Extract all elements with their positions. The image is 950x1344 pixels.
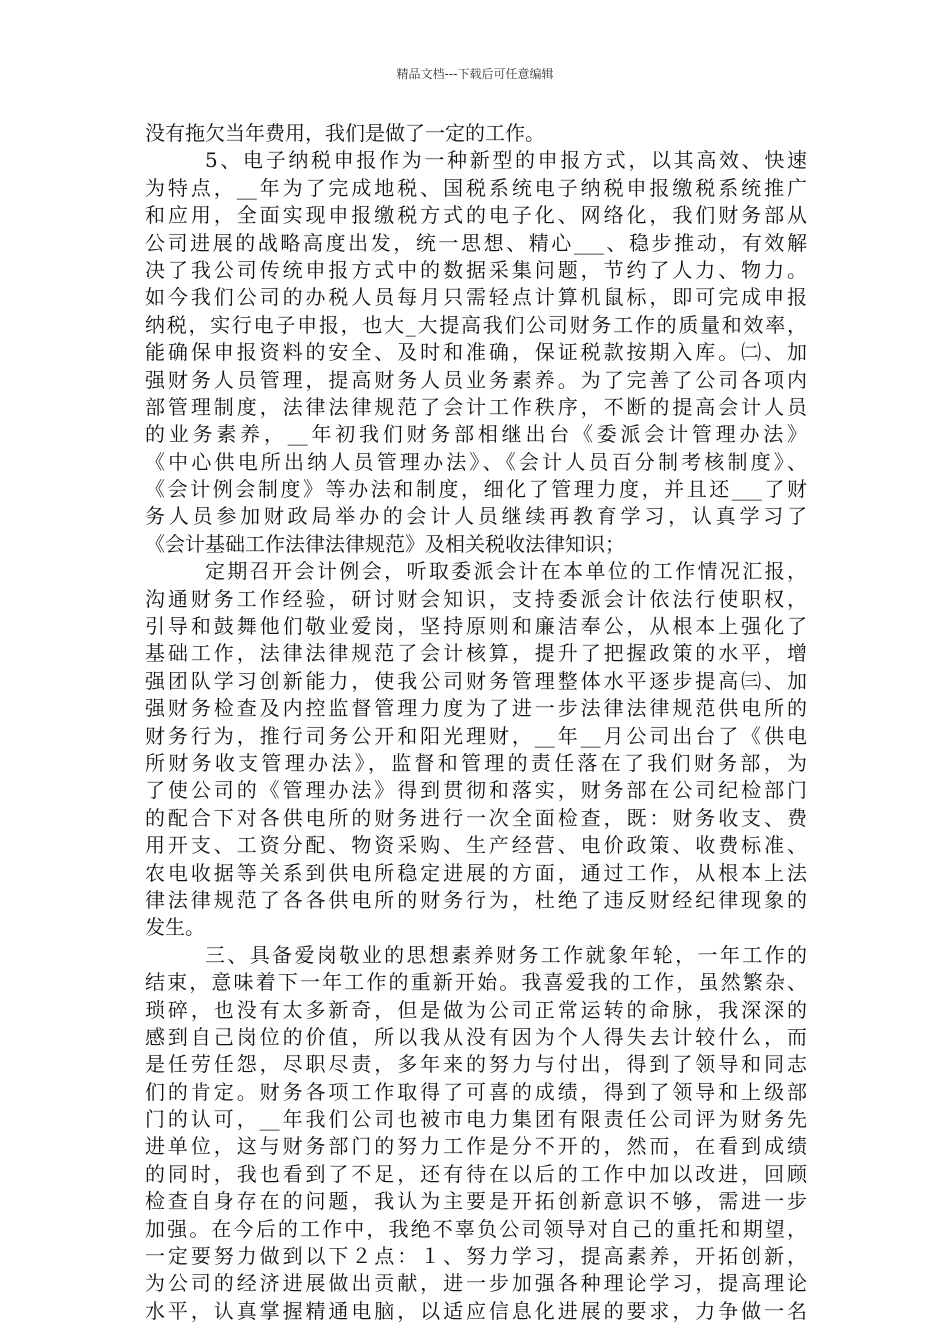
text-line: 强团队学习创新能力，使我公司财务管理整体水平逐步提高㈢、加 [145,668,807,693]
text-line: 感到自己岗位的价值，所以我从没有因为个人得失去计较什么，而 [145,1024,807,1049]
text-line: 结束，意味着下一年工作的重新开始。我喜爱我的工作，虽然繁杂、 [145,970,807,995]
text-line: 的配合下对各供电所的财务进行一次全面检查，既：财务收支、费 [145,805,807,830]
text-line: 决了我公司传统申报方式中的数据采集问题，节约了人力、物力。 [145,257,807,282]
text-line: 律法律规范了各各供电所的财务行为，杜绝了违反财经纪律现象的 [145,887,807,912]
text-line: 了使公司的《管理办法》得到贯彻和落实，财务部在公司纪检部门 [145,778,807,803]
text-line: 强财务人员管理，提高财务人员业务素养。为了完善了公司各项内 [145,367,807,392]
text-line: 们的肯定。财务各项工作取得了可喜的成绩，得到了领导和上级部 [145,1079,807,1104]
text-line: 财务行为，推行司务公开和阳光理财，__年__月公司出台了《供电 [145,723,807,748]
text-line: 为公司的经济进展做出贡献，进一步加强各种理论学习，提高理论 [145,1271,807,1296]
text-line: 发生。 [145,915,205,940]
text-line: 务人员参加财政局举办的会计人员继续再教育学习，认真学习了 [145,504,807,529]
text-line: 引导和鼓舞他们敬业爱岗，坚持原则和廉洁奉公，从根本上强化了 [145,614,807,639]
text-line: 《中心供电所出纳人员管理办法》、《会计人员百分制考核制度》、 [145,449,807,474]
text-line: 没有拖欠当年费用，我们是做了一定的工作。 [145,121,545,145]
text-line: 沟通财务工作经验，研讨财会知识，支持委派会计依法行使职权， [145,586,807,611]
text-line: 定期召开会计例会，听取委派会计在本单位的工作情况汇报， [205,559,807,584]
document-body [145,120,807,1325]
text-line: 一定要努力做到以下２点：１、努力学习，提高素养，开拓创新， [145,1244,807,1269]
text-line: 部管理制度，法律法律规范了会计工作秩序，不断的提高会计人员 [145,394,807,419]
text-line: 纳税，实行电子申报，也大_大提高我们公司财务工作的质量和效率， [145,312,807,337]
text-line: 检查自身存在的问题，我认为主要是开拓创新意识不够，需进一步 [145,1189,807,1214]
text-line: 5、电子纳税申报作为一种新型的申报方式，以其高效、快速 [205,148,807,173]
text-line: 公司进展的战略高度出发，统一思想、精心___、稳步推动，有效解 [145,230,807,255]
text-line: 强财务检查及内控监督管理力度为了进一步法律法律规范供电所的 [145,696,807,721]
text-line: 能确保申报资料的安全、及时和准确，保证税款按期入库。㈡、加 [145,340,807,365]
text-line: 《会计基础工作法律法律规范》及相关税收法律知识； [145,531,625,556]
text-line: 农电收据等关系到供电所稳定进展的方面，通过工作，从根本上法 [145,860,807,885]
text-line: 《会计例会制度》等办法和制度，细化了管理力度，并且还___了财 [145,477,807,502]
text-line: 水平，认真掌握精通电脑，以适应信息化进展的要求，力争做一名 [145,1298,807,1323]
text-line: 的同时，我也看到了不足，还有待在以后的工作中加以改进，回顾 [145,1161,807,1186]
text-line: 为特点，__年为了完成地税、国税系统电子纳税申报缴税系统推广 [145,175,807,200]
text-line: 如今我们公司的办税人员每月只需轻点计算机鼠标，即可完成申报 [145,285,807,310]
text-line: 的业务素养，__年初我们财务部相继出台《委派会计管理办法》 [145,422,807,447]
text-line: 用开支、工资分配、物资采购、生产经营、电价政策、收费标准、 [145,833,807,858]
text-line: 是任劳任怨，尽职尽责，多年来的努力与付出，得到了领导和同志 [145,1052,807,1077]
text-line: 基础工作，法律法律规范了会计核算，提升了把握政策的水平，增 [145,641,807,666]
text-line: 所财务收支管理办法》，监督和管理的责任落在了我们财务部，为 [145,750,807,775]
text-line: 琐碎，也没有太多新奇，但是做为公司正常运转的命脉，我深深的 [145,997,807,1022]
text-line: 进单位，这与财务部门的努力工作是分不开的，然而，在看到成绩 [145,1134,807,1159]
text-line: 门的认可，__年我们公司也被市电力集团有限责任公司评为财务先 [145,1107,807,1132]
text-line: 和应用，全面实现申报缴税方式的电子化、网络化，我们财务部从 [145,203,807,228]
page-header: 精品文档---下载后可任意编辑 [396,67,554,81]
text-line: 三、具备爱岗敬业的思想素养财务工作就象年轮，一年工作的 [205,942,807,967]
text-line: 加强。在今后的工作中，我绝不辜负公司领导对自己的重托和期望， [145,1216,807,1241]
